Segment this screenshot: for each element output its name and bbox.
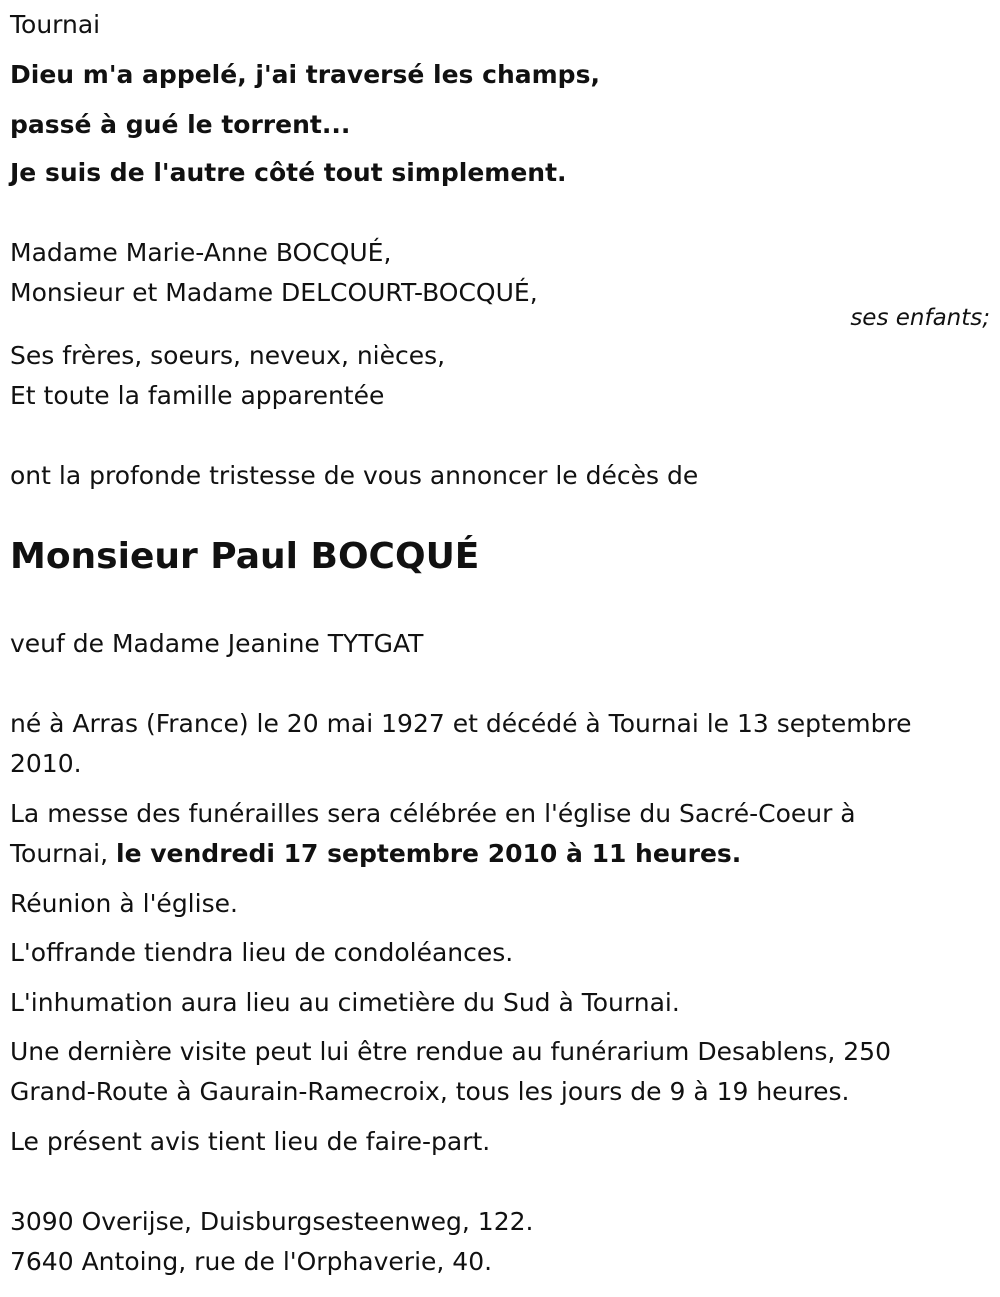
deceased-name: Monsieur Paul BOCQUÉ bbox=[10, 536, 480, 577]
birth-death-line-2: 2010. bbox=[10, 749, 82, 778]
announcement-text: ont la profonde tristesse de vous annoncer le décès de bbox=[10, 461, 699, 490]
family-line-4: Et toute la famille apparentée bbox=[10, 381, 385, 410]
funeral-mass-line-1: La messe des funérailles sera célébrée en l'église du Sacré-Coeur à bbox=[10, 799, 856, 828]
visit-line-1: Une dernière visite peut lui être rendue au funérarium Desablens, 250 bbox=[10, 1037, 891, 1066]
offering-line: L'offrande tiendra lieu de condoléances. bbox=[10, 938, 514, 967]
family-role-note: ses enfants; bbox=[850, 305, 990, 331]
funeral-mass-date: le vendredi 17 septembre 2010 à 11 heures. bbox=[116, 839, 742, 868]
poem-line-2: passé à gué le torrent... bbox=[10, 110, 351, 139]
birth-death-line-1: né à Arras (France) le 20 mai 1927 et décédé à Tournai le 13 septembre bbox=[10, 709, 912, 738]
family-line-1: Madame Marie-Anne BOCQUÉ, bbox=[10, 238, 392, 267]
notice-line: Le présent avis tient lieu de faire-part. bbox=[10, 1127, 491, 1156]
funeral-mass-line-2 bbox=[10, 834, 741, 874]
family-line-2: Monsieur et Madame DELCOURT-BOCQUÉ, bbox=[10, 278, 538, 307]
funeral-mass-location: Tournai, bbox=[10, 839, 117, 868]
visit-line-2: Grand-Route à Gaurain-Ramecroix, tous les jours de 9 à 19 heures. bbox=[10, 1077, 850, 1106]
city-header: Tournai bbox=[10, 10, 101, 39]
poem-line-1: Dieu m'a appelé, j'ai traversé les champs, bbox=[10, 60, 600, 89]
spouse-line: veuf de Madame Jeanine TYTGAT bbox=[10, 629, 424, 658]
poem-line-3: Je suis de l'autre côté tout simplement. bbox=[10, 158, 567, 187]
burial-line: L'inhumation aura lieu au cimetière du Sud à Tournai. bbox=[10, 988, 680, 1017]
family-line-3: Ses frères, soeurs, neveux, nièces, bbox=[10, 341, 446, 370]
address-line-1: 3090 Overijse, Duisburgsesteenweg, 122. bbox=[10, 1207, 534, 1236]
address-line-2: 7640 Antoing, rue de l'Orphaverie, 40. bbox=[10, 1247, 493, 1276]
meeting-line: Réunion à l'église. bbox=[10, 889, 238, 918]
